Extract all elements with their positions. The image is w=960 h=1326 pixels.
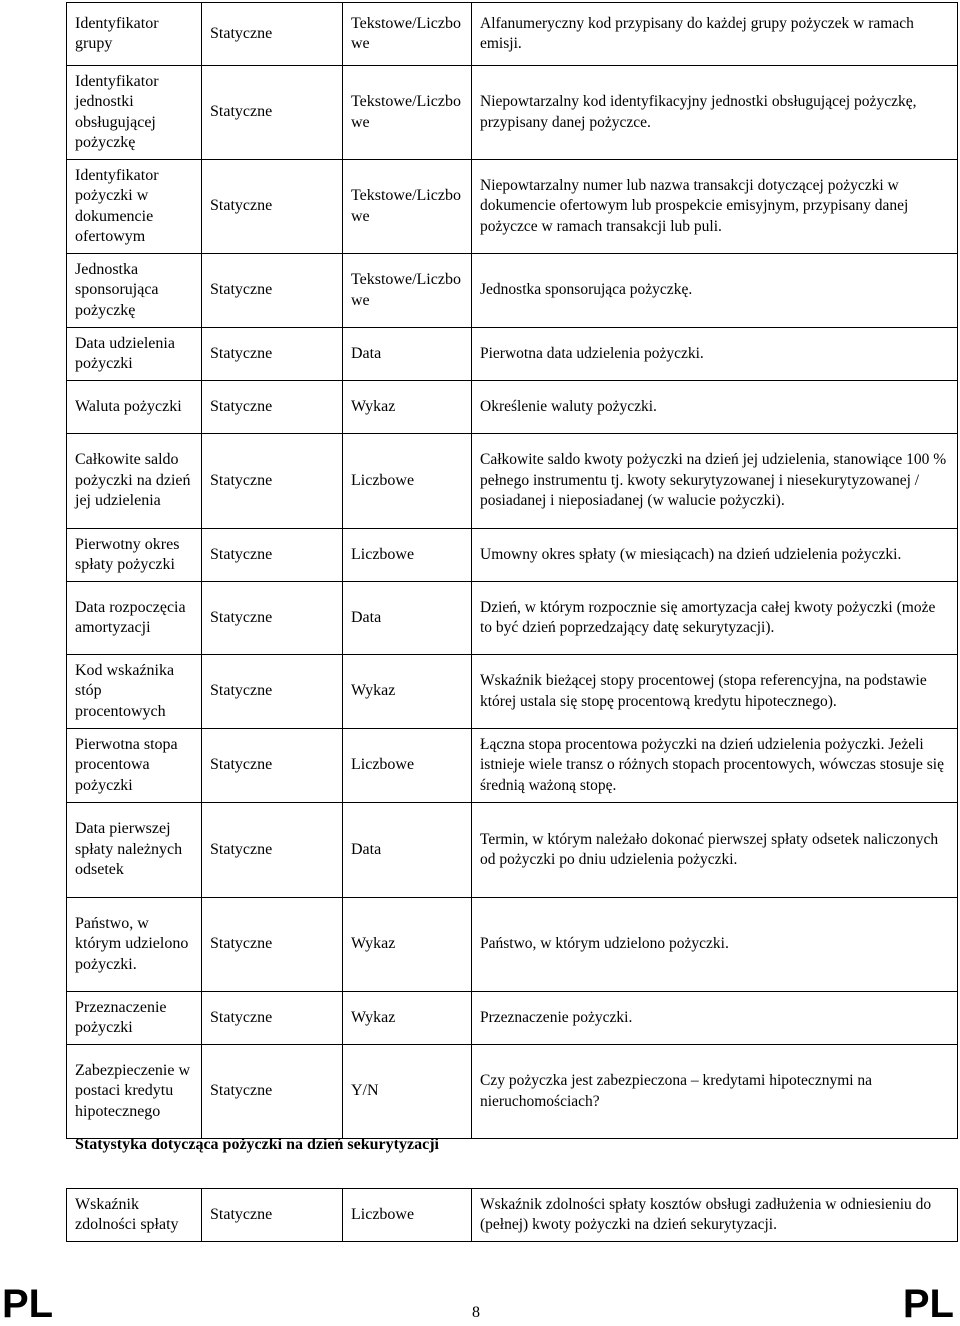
description-cell: Niepowtarzalny kod identyfikacyjny jednostki obsługującej pożyczkę, przypisany danej pożyczce. <box>472 66 958 160</box>
type-cell: Data <box>343 803 472 898</box>
type-cell: Liczbowe <box>343 529 472 582</box>
description-cell: Alfanumeryczny kod przypisany do każdej grupy pożyczek w ramach emisji. <box>472 3 958 66</box>
description-cell: Państwo, w którym udzielono pożyczki. <box>472 898 958 992</box>
description-cell: Pierwotna data udzielenia pożyczki. <box>472 328 958 381</box>
description-cell: Niepowtarzalny numer lub nazwa transakcji dotyczącej pożyczki w dokumencie ofertowym lub prospekcie emisyjnym, przypisany danej pożyczce w ramach transakcji lub puli. <box>472 160 958 254</box>
description-cell: Określenie waluty pożyczki. <box>472 381 958 434</box>
type-cell: Y/N <box>343 1045 472 1139</box>
frequency-cell: Statyczne <box>202 434 343 529</box>
table-row <box>67 582 958 655</box>
description-cell: Wskaźnik bieżącej stopy procentowej (stopa referencyjna, na podstawie której ustala się stopę procentową kredytu hipotecznego). <box>472 655 958 729</box>
field-name-cell: Waluta pożyczki <box>67 381 202 434</box>
frequency-cell: Statyczne <box>202 160 343 254</box>
frequency-cell: Statyczne <box>202 655 343 729</box>
field-name-cell: Data udzielenia pożyczki <box>67 328 202 381</box>
securitization-stats-table <box>66 1188 958 1242</box>
table-row <box>67 66 958 160</box>
description-cell: Łączna stopa procentowa pożyczki na dzień udzielenia pożyczki. Jeżeli istnieje wiele transz o różnych stopach procentowych, wówczas stosuje się średnią ważoną stopę. <box>472 729 958 803</box>
description-cell: Przeznaczenie pożyczki. <box>472 992 958 1045</box>
field-name-cell: Wskaźnik zdolności spłaty <box>67 1189 202 1242</box>
frequency-cell: Statyczne <box>202 582 343 655</box>
type-cell: Tekstowe/Liczbowe <box>343 66 472 160</box>
table-row <box>67 1189 958 1242</box>
type-cell: Tekstowe/Liczbowe <box>343 254 472 328</box>
table-row <box>67 1045 958 1139</box>
field-name-cell: Identyfikator pożyczki w dokumencie ofertowym <box>67 160 202 254</box>
table-row <box>67 328 958 381</box>
frequency-cell: Statyczne <box>202 729 343 803</box>
description-cell: Termin, w którym należało dokonać pierwszej spłaty odsetek naliczonych od pożyczki po dniu udzielenia pożyczki. <box>472 803 958 898</box>
field-name-cell: Identyfikator jednostki obsługującej pożyczkę <box>67 66 202 160</box>
frequency-cell: Statyczne <box>202 898 343 992</box>
frequency-cell: Statyczne <box>202 992 343 1045</box>
table-row <box>67 529 958 582</box>
type-cell: Tekstowe/Liczbowe <box>343 3 472 66</box>
table-row <box>67 803 958 898</box>
loan-fields-table <box>66 2 958 1139</box>
description-cell: Umowny okres spłaty (w miesiącach) na dzień udzielenia pożyczki. <box>472 529 958 582</box>
type-cell: Liczbowe <box>343 729 472 803</box>
field-name-cell: Identyfikator grupy <box>67 3 202 66</box>
table-row <box>67 3 958 66</box>
description-cell: Jednostka sponsorująca pożyczkę. <box>472 254 958 328</box>
loan-fields-table-body <box>67 3 958 1139</box>
type-cell: Wykaz <box>343 992 472 1045</box>
type-cell: Wykaz <box>343 898 472 992</box>
table-row <box>67 992 958 1045</box>
type-cell: Tekstowe/Liczbowe <box>343 160 472 254</box>
page-number: 8 <box>472 1304 480 1321</box>
field-name-cell: Data rozpoczęcia amortyzacji <box>67 582 202 655</box>
type-cell: Wykaz <box>343 655 472 729</box>
table-row <box>67 898 958 992</box>
description-cell: Wskaźnik zdolności spłaty kosztów obsługi zadłużenia w odniesieniu do (pełnej) kwoty pożyczki na dzień sekurytyzacji. <box>472 1189 958 1242</box>
frequency-cell: Statyczne <box>202 1189 343 1242</box>
field-name-cell: Jednostka sponsorująca pożyczkę <box>67 254 202 328</box>
table-row <box>67 729 958 803</box>
frequency-cell: Statyczne <box>202 3 343 66</box>
description-cell: Dzień, w którym rozpocznie się amortyzacja całej kwoty pożyczki (może to być dzień poprzedzający datę sekurytyzacji). <box>472 582 958 655</box>
field-name-cell: Data pierwszej spłaty należnych odsetek <box>67 803 202 898</box>
frequency-cell: Statyczne <box>202 328 343 381</box>
table-row <box>67 254 958 328</box>
table-row <box>67 434 958 529</box>
frequency-cell: Statyczne <box>202 803 343 898</box>
type-cell: Data <box>343 582 472 655</box>
description-cell: Czy pożyczka jest zabezpieczona – kredytami hipotecznymi na nieruchomościach? <box>472 1045 958 1139</box>
type-cell: Liczbowe <box>343 434 472 529</box>
field-name-cell: Zabezpieczenie w postaci kredytu hipotecznego <box>67 1045 202 1139</box>
frequency-cell: Statyczne <box>202 254 343 328</box>
section-heading: Statystyka dotycząca pożyczki na dzień sekurytyzacji <box>75 1136 439 1153</box>
description-cell: Całkowite saldo kwoty pożyczki na dzień jej udzielenia, stanowiące 100 % pełnego instrumentu tj. kwoty sekurytyzowanej i niesekurytyzowanej / posiadanej i nieposiadanej (w walucie pożyczki). <box>472 434 958 529</box>
field-name-cell: Przeznaczenie pożyczki <box>67 992 202 1045</box>
type-cell: Wykaz <box>343 381 472 434</box>
frequency-cell: Statyczne <box>202 1045 343 1139</box>
frequency-cell: Statyczne <box>202 66 343 160</box>
field-name-cell: Kod wskaźnika stóp procentowych <box>67 655 202 729</box>
table-row <box>67 655 958 729</box>
type-cell: Data <box>343 328 472 381</box>
field-name-cell: Państwo, w którym udzielono pożyczki. <box>67 898 202 992</box>
type-cell: Liczbowe <box>343 1189 472 1242</box>
field-name-cell: Pierwotna stopa procentowa pożyczki <box>67 729 202 803</box>
field-name-cell: Pierwotny okres spłaty pożyczki <box>67 529 202 582</box>
footer-language-code-left: PL <box>2 1282 54 1326</box>
table-row <box>67 160 958 254</box>
frequency-cell: Statyczne <box>202 529 343 582</box>
field-name-cell: Całkowite saldo pożyczki na dzień jej udzielenia <box>67 434 202 529</box>
frequency-cell: Statyczne <box>202 381 343 434</box>
table-row <box>67 381 958 434</box>
footer-language-code-right: PL <box>902 1282 954 1326</box>
